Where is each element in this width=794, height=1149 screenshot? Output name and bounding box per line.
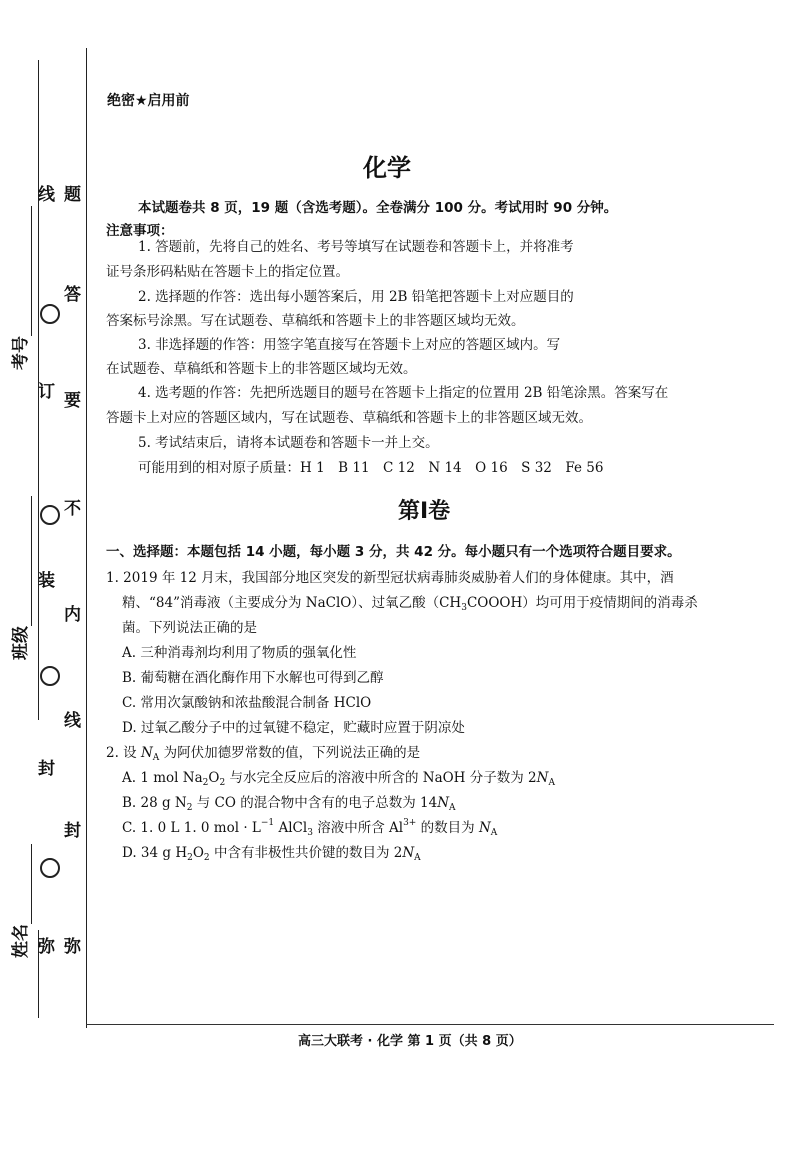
note-4a: 4. 选考题的作答：先把所选题目的题号在答题卡上指定的位置用 2B 铅笔涂黑。答案写在 (138, 385, 669, 401)
q1-stem-line1: 1. 2019 年 12 月末，我国部分地区突发的新型冠状病毒肺炎威胁着人们的身体健康。其中，酒 (106, 570, 674, 586)
seal-col2-mi: 弥 (38, 937, 55, 957)
class-label: 班级 (11, 626, 31, 660)
q2-d-sub1: 2 (187, 853, 193, 863)
note-4b: 答题卡上对应的答题区域内，写在试题卷、草稿纸和答题卡上的非答题区域无效。 (106, 410, 592, 426)
q2-d-sub2: 2 (203, 853, 210, 863)
q2-c-sup2: 3+ (403, 818, 417, 828)
q2-c-sup: −1 (260, 818, 275, 828)
q2-a-1: A. 1 mol Na (122, 770, 203, 786)
q2-b-sub1: 2 (186, 803, 193, 813)
q2-c-4: 的数目为 (416, 820, 479, 836)
name-field[interactable] (6, 844, 32, 958)
note-5: 5. 考试结束后，请将本试题卷和答题卡一并上交。 (138, 435, 439, 451)
binding-line-inner (86, 48, 87, 1028)
atomic-masses: 可能用到的相对原子质量：H 1 B 11 C 12 N 14 O 16 S 32 Fe 56 (138, 460, 604, 476)
q2-option-a (122, 766, 555, 788)
q1-option-a: A. 三种消毒剂均利用了物质的强氧化性 (122, 645, 357, 661)
seal-col3-yao: 要 (64, 391, 81, 411)
footer-rule (86, 1024, 774, 1025)
seal-col3-ti: 题 (64, 185, 81, 205)
q2-c-3: 溶液中所含 Al (312, 820, 404, 836)
note-1a: 1. 答题前，先将自己的姓名、考号等填写在试题卷和答题卡上，并将准考 (138, 239, 574, 255)
note-3a: 3. 非选择题的作答：用签字笔直接写在答题卡上对应的答题区域内。写 (138, 337, 561, 353)
q2-a-nsub: A (548, 778, 555, 788)
seal-col2-top: 线 (38, 185, 55, 205)
section-title: 第Ⅰ卷 (398, 499, 451, 524)
q2-stem-b: 为阿伏加德罗常数的值，下列说法正确的是 (159, 745, 421, 761)
seal-circle-1 (40, 304, 60, 324)
note-2b: 答案标号涂黑。写在试题卷、草稿纸和答题卡上的非答题区域均无效。 (106, 313, 525, 329)
seal-col3-feng: 封 (64, 821, 81, 841)
q2-b-1: B. 28 g N (122, 795, 187, 811)
seal-col3-nei: 内 (64, 605, 81, 625)
q1-stem-line2-a: 精、“84”消毒液（主要成分为 NaClO）、过氧乙酸（CH (122, 595, 462, 611)
q1-option-b: B. 葡萄糖在酒化酶作用下水解也可得到乙醇 (122, 670, 384, 686)
page-title: 化学 (363, 154, 411, 182)
seal-circle-3 (40, 666, 60, 686)
q2-a-3: 与水完全反应后的溶液中所含的 NaOH 分子数为 2 (225, 770, 537, 786)
q2-option-c (122, 816, 497, 838)
seal-col3-xian: 线 (64, 711, 81, 731)
q2-d-2: O (192, 845, 204, 861)
q2-a-n: N (536, 770, 549, 786)
q1-stem-line2-b: COOOH）均可用于疫情期间的消毒杀 (466, 595, 698, 611)
q2-option-d (122, 841, 421, 863)
page-footer: 高三大联考 · 化学 第 1 页（共 8 页） (298, 1034, 522, 1049)
seal-circle-2 (40, 505, 60, 525)
q1-stem-line3: 菌。下列说法正确的是 (122, 620, 257, 636)
exam-no-field[interactable] (6, 206, 32, 370)
secret-label: 绝密★启用前 (107, 93, 190, 109)
q2-option-b (122, 791, 456, 813)
q2-c-1: C. 1. 0 L 1. 0 mol · L (122, 820, 261, 836)
q2-stem-a-sub: A (152, 753, 160, 763)
q2-c-n: N (478, 820, 491, 836)
q2-d-1: D. 34 g H (122, 845, 188, 861)
note-1b: 证号条形码粘贴在答题卡上的指定位置。 (106, 264, 349, 280)
q2-c-nsub: A (490, 828, 498, 838)
q2-a-2: O (208, 770, 220, 786)
name-label: 姓名 (11, 924, 31, 958)
q1-option-c: C. 常用次氯酸钠和浓盐酸混合制备 HClO (122, 695, 372, 711)
q2-stem-a: 2. 设 (106, 745, 141, 761)
q2-d-n: N (402, 845, 415, 861)
seal-col3-mi: 弥 (64, 937, 81, 957)
q2-a-sub1: 2 (202, 778, 209, 788)
q1-subscript: 3 (461, 603, 467, 613)
seal-col3-bu: 不 (64, 499, 81, 519)
q2-stem (106, 741, 420, 763)
q2-stem-n: N (140, 745, 153, 761)
q2-a-sub2: 2 (219, 778, 226, 788)
q1-stem-line2 (122, 591, 698, 613)
exam-no-label: 考号 (11, 336, 31, 370)
seal-col2-zhuang: 装 (38, 571, 55, 591)
seal-col3-da: 答 (64, 285, 81, 305)
class-field[interactable] (6, 496, 32, 660)
intro-line: 本试题卷共 8 页，19 题（含选考题）。全卷满分 100 分。考试用时 90 分钟。 (138, 200, 618, 216)
q2-b-nsub: A (449, 803, 456, 813)
q2-c-2: AlCl (274, 820, 308, 836)
note-2a: 2. 选择题的作答：选出每小题答案后，用 2B 铅笔把答题卡上对应题目的 (138, 289, 574, 305)
seal-col2-feng: 封 (38, 759, 55, 779)
q2-d-nsub: A (414, 853, 421, 863)
note-3b: 在试题卷、草稿纸和答题卡上的非答题区域均无效。 (106, 361, 417, 377)
section-instructions: 一、选择题：本题包括 14 小题，每小题 3 分，共 42 分。每小题只有一个选项符合题目要求。 (106, 544, 681, 560)
seal-circle-4 (40, 858, 60, 878)
q2-b-2: 与 CO 的混合物中含有的电子总数为 14 (192, 795, 438, 811)
q2-b-n: N (437, 795, 450, 811)
q2-c-sub: 3 (307, 828, 313, 838)
notes-heading: 注意事项： (106, 223, 174, 239)
q2-d-3: 中含有非极性共价键的数目为 2 (209, 845, 403, 861)
seal-col2-ding: 订 (38, 382, 55, 402)
q1-option-d: D. 过氧乙酸分子中的过氧键不稳定，贮藏时应置于阴凉处 (122, 720, 465, 736)
